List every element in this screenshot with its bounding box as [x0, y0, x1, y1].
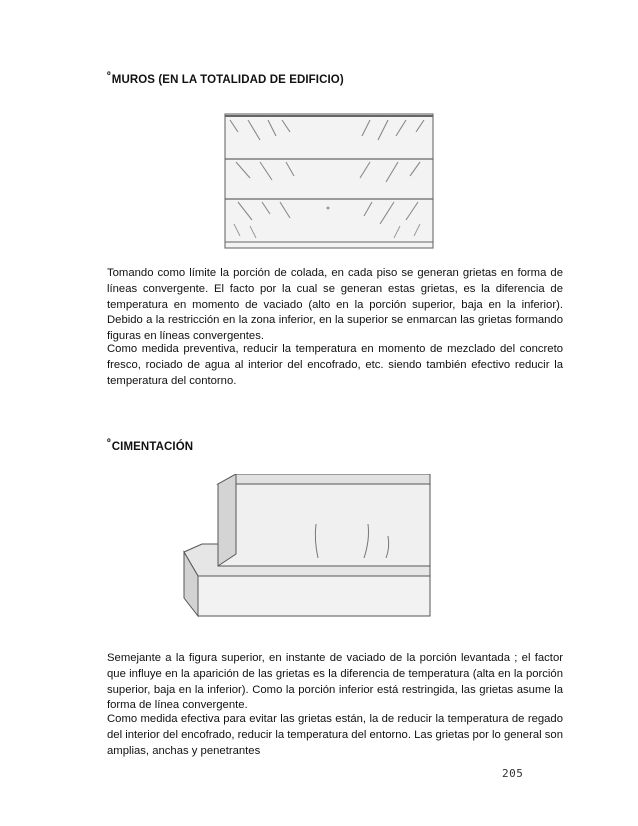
paragraph-cimentacion-description: Semejante a la figura superior, en instante de vaciado de la porción levantada ; el factor que influye en la aparición de las grietas es la diferencia de temperatura (alta en la porción superior, baja en la inferior). Como la porción inferior está restringida, las grietas asume la forma de línea convergente.	[107, 652, 563, 712]
paragraph-muros-description: Tomando como límite la porción de colada, en cada piso se generan grietas en forma de líneas convergente. El facto por la cual se generan estas grietas, es la diferencia de temperatura en momento de vaciado (alto en la porción superior, baja en la inferior). Debido a la restricción en la zona inferior, en la superior se enmarcan las grietas formando figuras en líneas convergentes.	[107, 267, 563, 343]
section-heading-cimentacion	[107, 438, 193, 453]
paragraph-cimentacion-prevention: Como medida efectiva para evitar las grietas están, la de reducir la temperatura de regado del interior del encofrado, reducir la temperatura del entorno. Las grietas por lo general son amplias, anchas y penetrantes	[107, 713, 563, 757]
figure-foundation-cracks	[180, 474, 438, 624]
figure-wall-cracks	[220, 110, 438, 252]
ordinal-mark: º	[107, 438, 111, 449]
section-title: CIMENTACIÓN	[111, 441, 194, 453]
section-heading-muros	[107, 71, 344, 86]
section-title: MUROS (EN LA TOTALIDAD DE EDIFICIO)	[111, 74, 344, 86]
paragraph-muros-prevention: Como medida preventiva, reducir la temperatura en momento de mezclado del concreto fresco, rociado de agua al interior del encofrado, etc. siendo también efectivo reducir la temperatura del contorno.	[107, 343, 563, 387]
page-number: 205	[502, 767, 524, 780]
ordinal-mark: º	[107, 71, 111, 82]
